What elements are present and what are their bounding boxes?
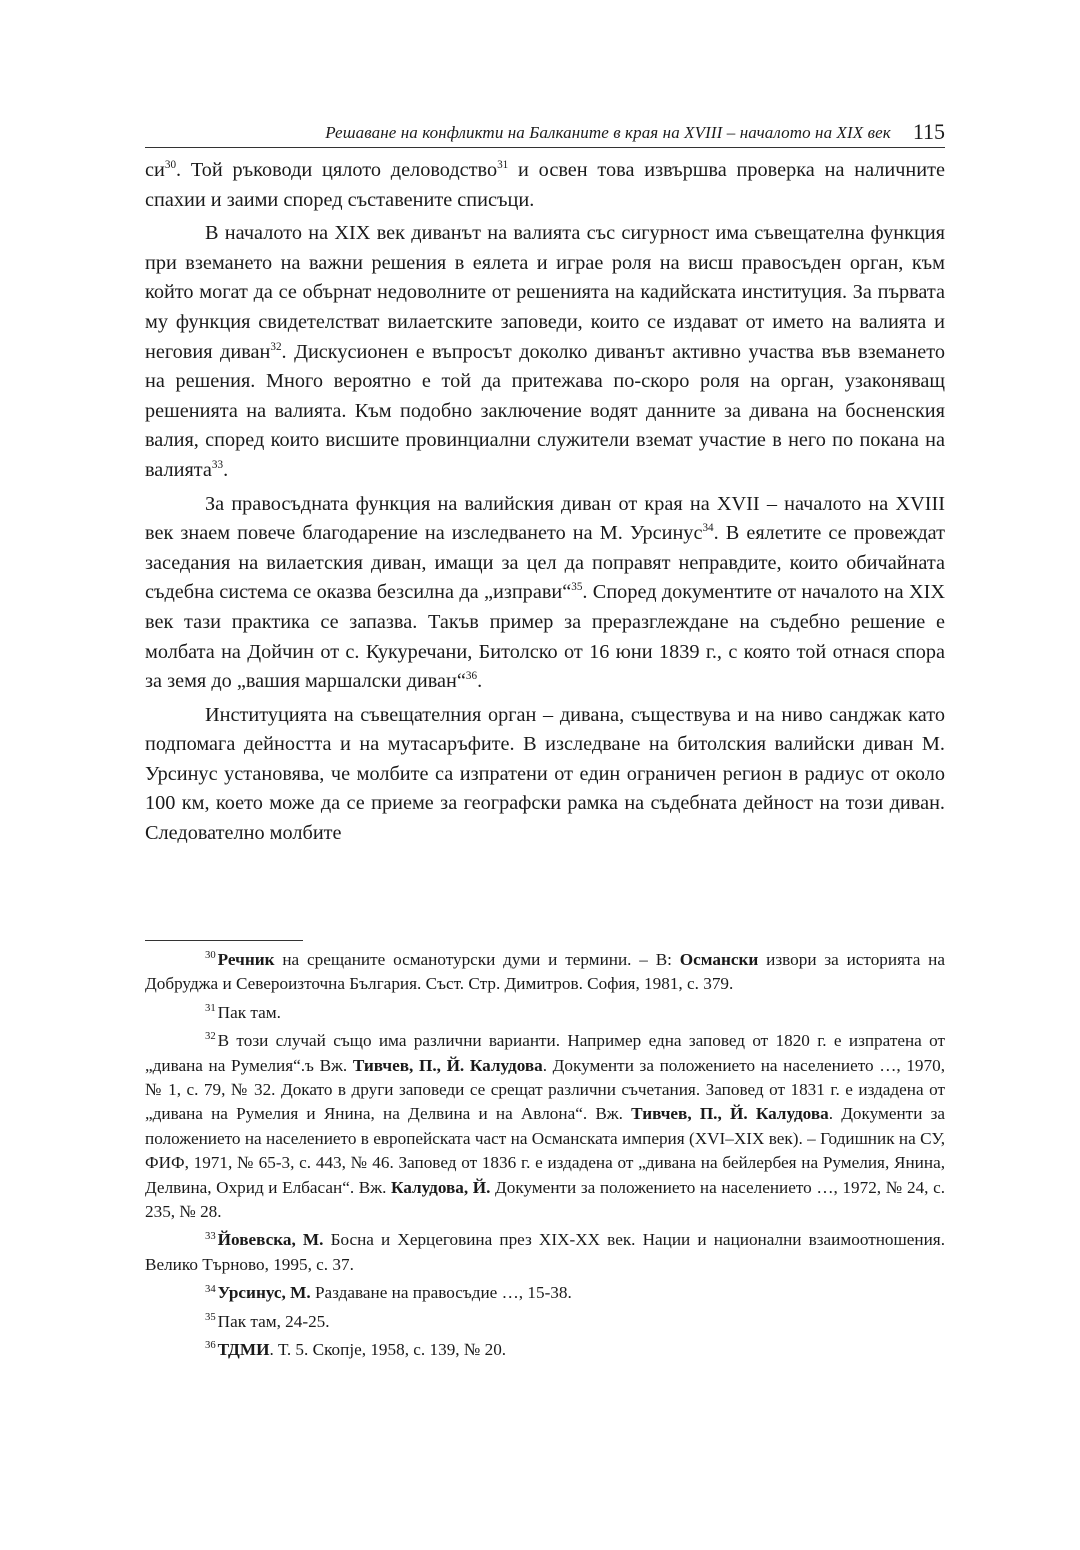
bold-term: Калудова, Й.: [390, 1177, 491, 1197]
text-run: Пак там, 24-25.: [217, 1311, 330, 1331]
text-run: Пак там.: [217, 1002, 281, 1022]
footnote-ref: 31: [497, 159, 509, 172]
footnote-31: [145, 1001, 945, 1025]
bold-term: ТДМИ: [217, 1340, 270, 1360]
paragraph: [145, 219, 945, 485]
text-run: Раздаване на правосъдие …, 15-38.: [310, 1283, 572, 1303]
bold-term: Речник: [217, 950, 275, 969]
footnote-ref: 35: [571, 581, 583, 594]
text-run: . Документи за положението на населението …, 1970, № 1, с. 79, № 32. Докато в други заповеди се срещат различни съчетания. Заповед от 1831 г. е издадена от „дивана на Румелия и Янина, на Делвина и на Авлона“. Вж.: [145, 1055, 946, 1124]
bold-term: Османски: [679, 950, 759, 969]
text-run: . Дискусионен е въпросът доколко диванът активно участва във вземането на решения. Много вероятно е той да притежава по-скоро роля на орган, узаконяващ решенията на валията. Към подобно заключение водят данните за дивана на босненския валия, според които висшите провинциални служители вземат участие в него по покана на валията: [145, 340, 945, 481]
text-run: Документи за положението на населението …, 1972, № 24, с. 235, № 28.: [145, 1177, 945, 1222]
footnote-30: [145, 948, 945, 997]
bold-term: Урсинус, М.: [217, 1283, 311, 1303]
running-title: Решаване на конфликти на Балканите в края на XVIII – началото на XIX век: [325, 123, 891, 142]
footnotes: [145, 948, 945, 1367]
footnote-34: [145, 1281, 945, 1305]
text-run: В началото на XIX век диванът на валията със сигурност има съвещателна функция при вземането на важни решения в еялета и играе роля на висш правосъден орган, към който могат да се обърнат недоволните от решенията на кадийската институция. За първата му функция свидетелстват вилаетските заповеди, които се издават от името на валията и неговия диван: [145, 222, 945, 363]
bold-term: Йовевска, М.: [217, 1230, 324, 1250]
running-header: [145, 116, 945, 148]
bold-term: Тивчев, П., Й. Калудова: [352, 1055, 543, 1075]
footnote-ref: 34: [702, 522, 714, 535]
text-run: За правосъдната функция на валийския диван от края на XVII – началото на XVIII век знаем повече благодарение на изследването на М. Урсинус: [145, 492, 945, 545]
footnote-ref: 33: [211, 459, 224, 472]
text-run: Босна и Херцеговина през XIX-XX век. Нации и национални взаимоотношения. Велико Търново, 1995, с. 37.: [145, 1230, 945, 1274]
footnote-ref: 30: [164, 159, 177, 172]
footnote-35: [145, 1310, 945, 1334]
text-run: Институцията на съвещателния орган – дивана, съществува и на ниво санджак като подпомага дейността и на мутасаръфите. В изследване на битолския валийски диван М. Урсинус установява, че молбите са изпратени от един ограничен регион в радиус от около 100 км, което може да се приеме за географски рамка на съдебната дейност на този диван. Следователно молбите: [145, 703, 945, 845]
footnote-number: 31: [205, 1003, 216, 1015]
page-number: 115: [912, 119, 945, 144]
text-run: .: [477, 670, 483, 693]
footnote-number: 36: [205, 1340, 216, 1352]
paragraph: [145, 490, 945, 697]
footnote-number: 33: [205, 1230, 216, 1242]
footnote-number: 35: [205, 1311, 216, 1323]
text-run: на срещаните османотурски думи и термини. – В:: [274, 950, 680, 969]
footnote-number: 34: [205, 1283, 216, 1295]
text-run: . Т. 5. Скопје, 1958, с. 139, № 20.: [269, 1340, 507, 1360]
text-run: . Според документите от началото на XIX век тази практика се запазва. Такъв пример за преразглеждане на съдебно решение е молбата на Дойчин от с. Кукуречани, Битолско от 16 юни 1839 г., с която той отнася спора за земя до „вашия маршалски диван“: [145, 581, 945, 693]
text-run: . Документи за положението на населението в европейската част на Османската империя (XVI–XIX век). – Годишник на СУ, ФИФ, 1971, № 65-3, с. 443, № 46. Заповед от 1836 г. е издадена от „дивана на бейлербея на Румелия, Янина, Делвина, Охрид и Елбасан“. Вж.: [145, 1104, 946, 1197]
footnote-number: 32: [205, 1031, 216, 1043]
text-run: В този случай също има различни варианти. Например една заповед от 1820 г. е изпратена от „дивана на Румелия“.ъ Вж.: [145, 1031, 945, 1075]
text-run: извори за историята на Добруджа и Североизточна България. Съст. Стр. Димитров. София, 1981, с. 379.: [145, 950, 945, 994]
text-run: . В еялетите се провеждат заседания на вилаетския диван, имащи за цел да поправят неправдите, които обичайната съдебна система се оказва безсилна да „изправи“: [145, 522, 945, 604]
footnote-36: [145, 1338, 945, 1362]
paragraph: [145, 156, 945, 215]
footnote-ref: 32: [270, 340, 282, 353]
main-text: [145, 156, 945, 849]
footnote-ref: 36: [465, 670, 478, 683]
text-run: и освен това извършва проверка на наличните спахии и заими според съставените списъци.: [145, 159, 946, 211]
text-run: . Той ръководи цялото деловодство: [176, 159, 498, 181]
bold-term: Тивчев, П., Й. Калудова: [631, 1104, 829, 1124]
footnote-number: 30: [205, 950, 216, 962]
paragraph: [145, 701, 945, 849]
footnote-separator: [145, 940, 303, 941]
footnote-32: [145, 1029, 945, 1224]
text-run: си: [145, 159, 165, 181]
text-run: .: [223, 458, 229, 481]
footnote-33: [145, 1228, 945, 1277]
